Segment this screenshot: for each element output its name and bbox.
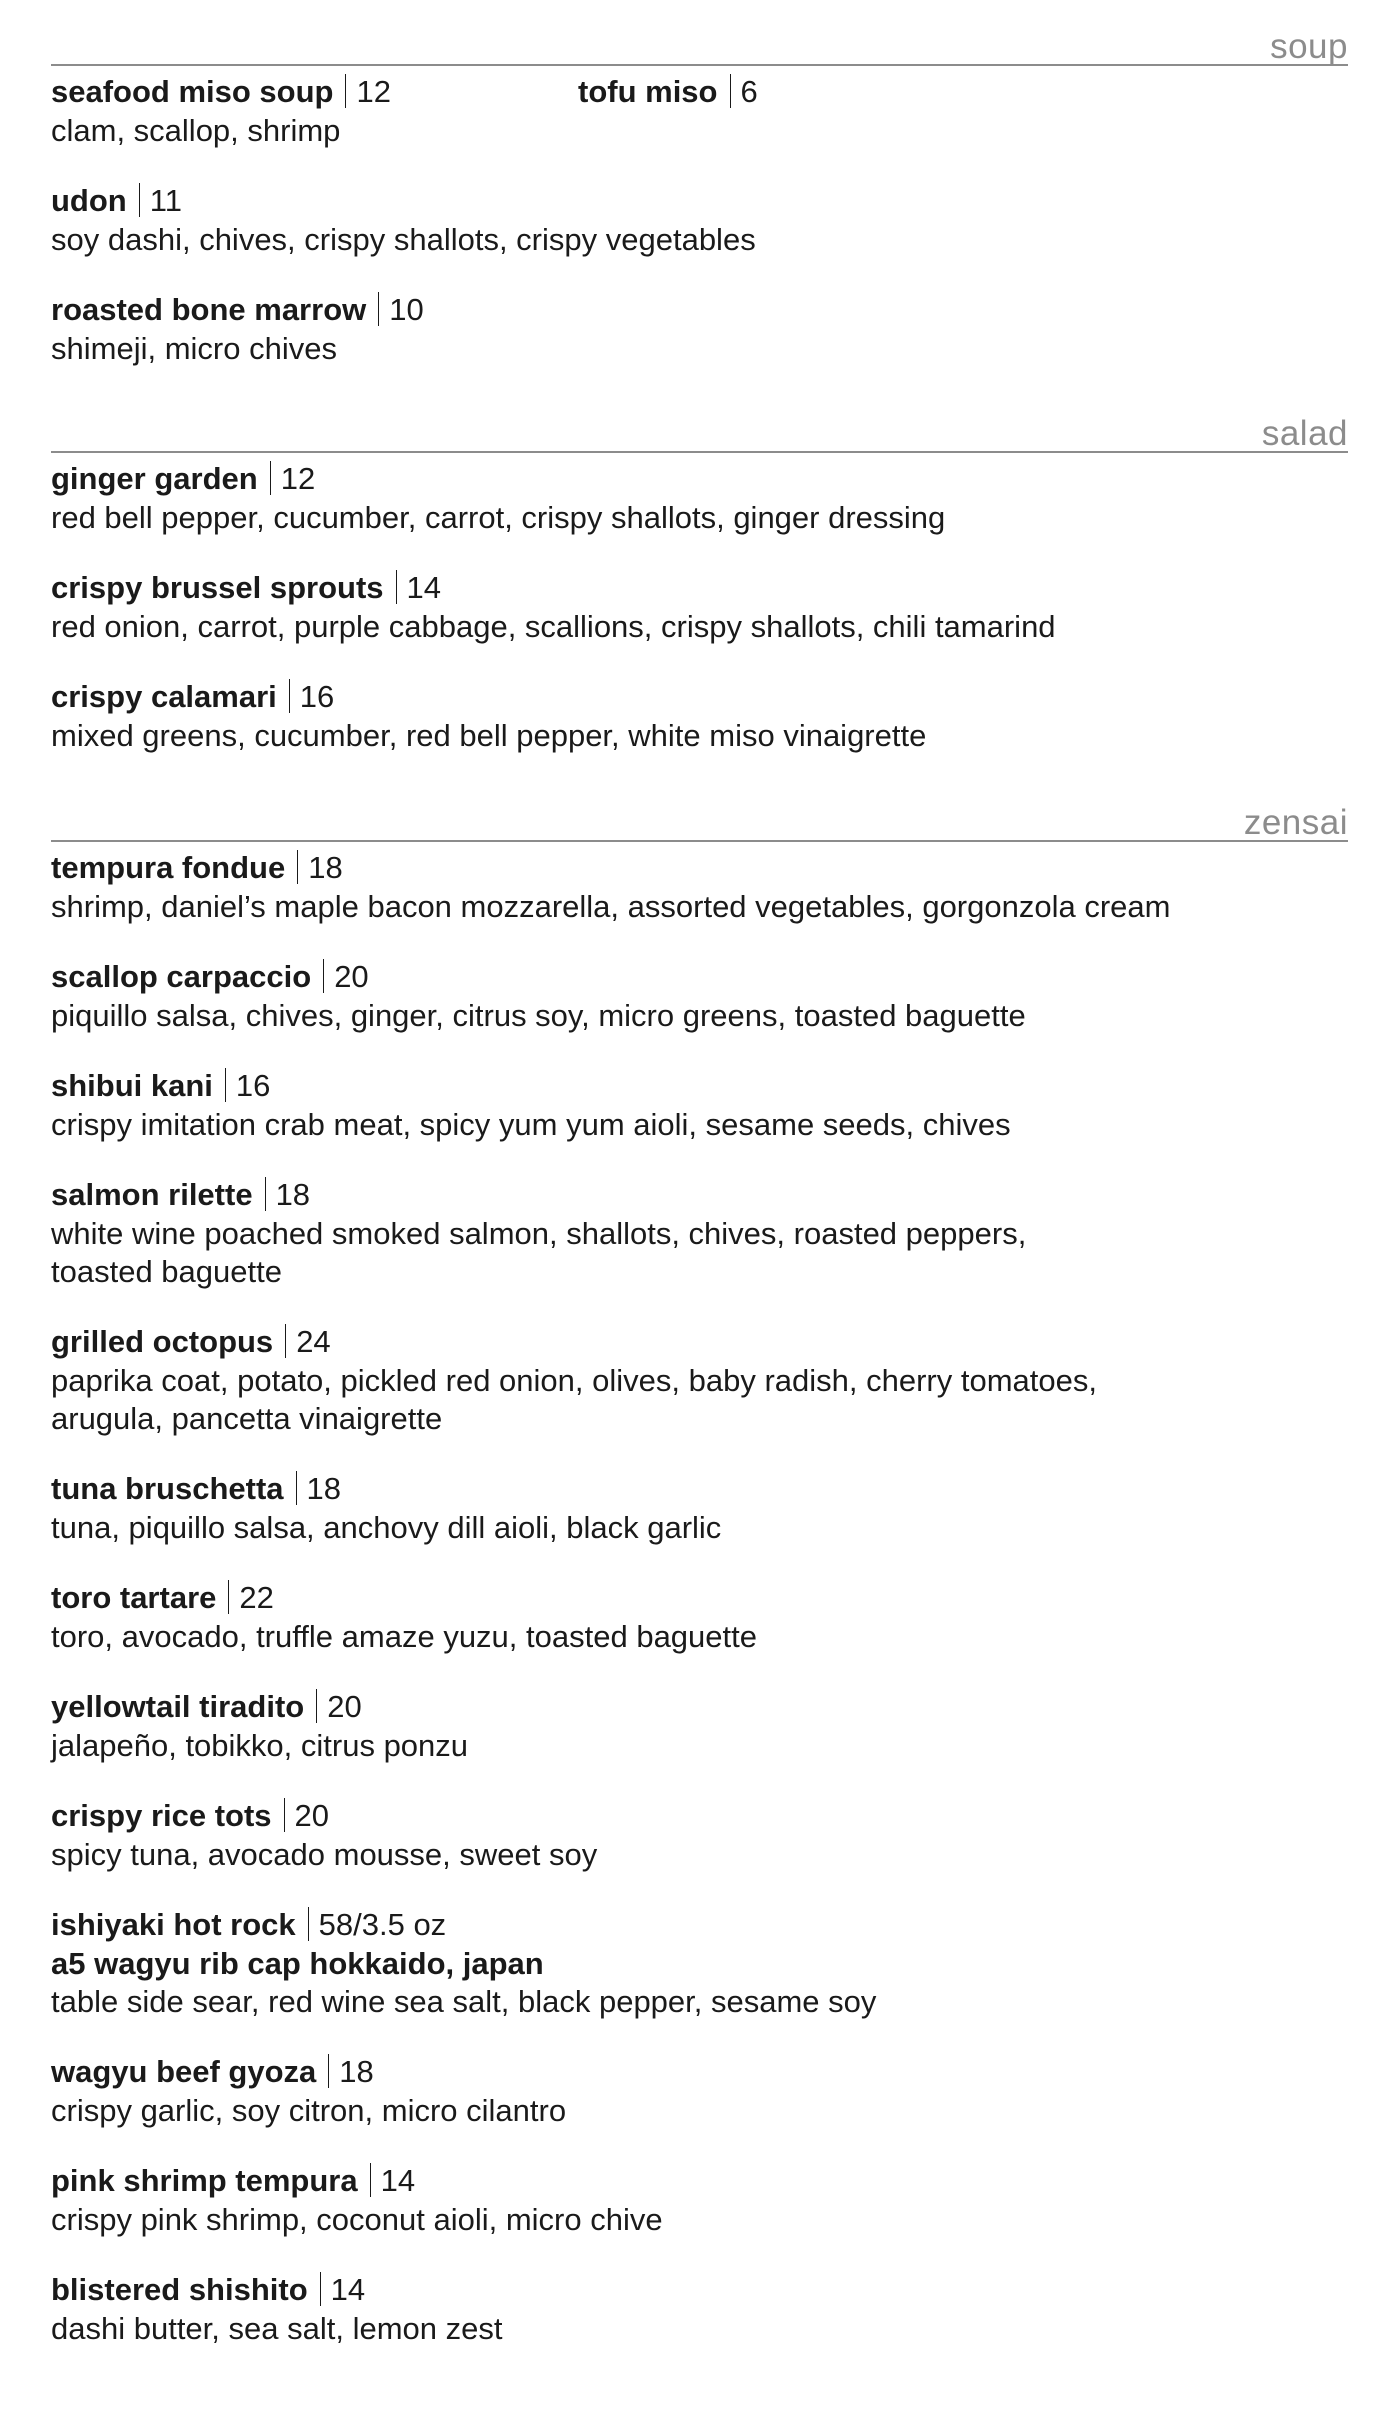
price-separator <box>328 2054 329 2088</box>
price-separator <box>320 2272 321 2306</box>
section-title: salad <box>1261 414 1348 453</box>
price-separator <box>316 1689 317 1723</box>
item-description: mixed greens, cucumber, red bell pepper, white miso vinaigrette <box>51 718 927 753</box>
soup-first-row <box>51 72 1348 181</box>
item-description: toasted baguette <box>51 1254 282 1289</box>
item-price: 18 <box>275 1177 311 1212</box>
price-separator <box>289 679 290 713</box>
menu-item <box>51 1322 1348 1438</box>
item-name: shibui kani <box>51 1068 213 1103</box>
item-name: seafood miso soup <box>51 74 334 109</box>
menu-item <box>51 1905 1348 2021</box>
item-name: scallop carpaccio <box>51 959 312 994</box>
item-price: 24 <box>296 1324 331 1359</box>
item-name: ishiyaki hot rock <box>51 1907 296 1942</box>
item-description: white wine poached smoked salmon, shallots, chives, roasted peppers, <box>51 1216 1027 1251</box>
item-price: 18 <box>339 2054 374 2089</box>
price-separator <box>296 1471 297 1505</box>
item-description: soy dashi, chives, crispy shallots, crispy vegetables <box>51 222 756 257</box>
menu-item <box>51 1066 1348 1144</box>
item-name: crispy calamari <box>51 679 277 714</box>
item-price: 16 <box>299 679 335 714</box>
menu-item <box>51 1796 1348 1874</box>
price-separator <box>378 292 379 326</box>
item-description: dashi butter, sea salt, lemon zest <box>51 2311 503 2346</box>
item-description: piquillo salsa, chives, ginger, citrus soy, micro greens, toasted baguette <box>51 998 1026 1033</box>
menu-item <box>51 1578 1348 1656</box>
item-price: 10 <box>389 292 424 327</box>
item-description: table side sear, red wine sea salt, black pepper, sesame soy <box>51 1984 877 2019</box>
item-description: shimeji, micro chives <box>51 331 337 366</box>
section-soup <box>51 26 1348 399</box>
item-name: blistered shishito <box>51 2272 308 2307</box>
item-description: crispy garlic, soy citron, micro cilantro <box>51 2093 567 2128</box>
item-name: udon <box>51 183 127 218</box>
item-price: 22 <box>239 1580 274 1615</box>
section-zensai <box>51 802 1348 2379</box>
price-separator <box>323 959 324 993</box>
item-name: toro tartare <box>51 1580 217 1615</box>
item-description: tuna, piquillo salsa, anchovy dill aioli, black garlic <box>51 1510 722 1545</box>
item-name: wagyu beef gyoza <box>51 2054 317 2089</box>
item-name: yellowtail tiradito <box>51 1689 305 1724</box>
item-price: 6 <box>740 74 758 109</box>
price-separator <box>297 850 298 884</box>
price-separator <box>285 1324 286 1358</box>
item-name: tempura fondue <box>51 850 286 885</box>
item-price: 18 <box>306 1471 342 1506</box>
menu-item <box>51 2052 1348 2130</box>
item-description: paprika coat, potato, pickled red onion, olives, baby radish, cherry tomatoes, <box>51 1363 1097 1398</box>
section-header-zensai <box>51 802 1348 842</box>
price-separator <box>228 1580 229 1614</box>
item-subtitle: a5 wagyu rib cap hokkaido, japan <box>51 1946 544 1981</box>
item-description: clam, scallop, shrimp <box>51 113 341 148</box>
item-description: red bell pepper, cucumber, carrot, crispy shallots, ginger dressing <box>51 500 946 535</box>
price-separator <box>270 461 271 495</box>
item-price: 20 <box>334 959 369 994</box>
item-name: tuna bruschetta <box>51 1471 284 1506</box>
item-description: arugula, pancetta vinaigrette <box>51 1401 443 1436</box>
item-name: crispy rice tots <box>51 1798 272 1833</box>
item-name: crispy brussel sprouts <box>51 570 384 605</box>
item-description: crispy pink shrimp, coconut aioli, micro chive <box>51 2202 663 2237</box>
section-title: zensai <box>1243 803 1348 842</box>
price-separator <box>139 183 140 217</box>
menu-item <box>51 848 1348 926</box>
price-separator <box>345 74 346 108</box>
price-separator <box>370 2163 371 2197</box>
menu-item <box>51 2270 1348 2348</box>
menu-item <box>51 459 1348 537</box>
section-salad <box>51 413 1348 786</box>
menu-item <box>578 72 758 150</box>
item-description: spicy tuna, avocado mousse, sweet soy <box>51 1837 598 1872</box>
section-header-salad <box>51 413 1348 453</box>
menu-item <box>51 290 1348 368</box>
section-title: soup <box>1270 27 1348 66</box>
menu-item <box>51 568 1348 646</box>
menu-item <box>51 2161 1348 2239</box>
price-separator <box>308 1907 309 1941</box>
menu-item <box>51 1175 1348 1291</box>
menu-item <box>51 957 1348 1035</box>
item-price: 20 <box>294 1798 330 1833</box>
item-name: roasted bone marrow <box>51 292 367 327</box>
item-name: pink shrimp tempura <box>51 2163 358 2198</box>
item-description: jalapeño, tobikko, citrus ponzu <box>51 1728 469 1763</box>
item-price: 12 <box>280 461 316 496</box>
item-description: toro, avocado, truffle amaze yuzu, toasted baguette <box>51 1619 757 1654</box>
item-price: 12 <box>356 74 391 109</box>
item-name: ginger garden <box>51 461 258 496</box>
item-price: 18 <box>308 850 343 885</box>
price-separator <box>284 1798 285 1832</box>
item-price: 14 <box>406 570 441 605</box>
item-price: 14 <box>380 2163 416 2198</box>
item-description: crispy imitation crab meat, spicy yum yum aioli, sesame seeds, chives <box>51 1107 1011 1142</box>
item-name: grilled octopus <box>51 1324 274 1359</box>
menu-item <box>51 1687 1348 1765</box>
item-description: red onion, carrot, purple cabbage, scallions, crispy shallots, chili tamarind <box>51 609 1056 644</box>
menu-item <box>51 1469 1348 1547</box>
price-separator <box>396 570 397 604</box>
menu-item <box>51 181 1348 259</box>
price-separator <box>225 1068 226 1102</box>
item-price: 58/3.5 oz <box>318 1907 447 1942</box>
item-name: tofu miso <box>578 74 718 109</box>
menu-item <box>51 72 578 150</box>
item-price: 20 <box>327 1689 362 1724</box>
menu-item <box>51 677 1348 755</box>
price-separator <box>265 1177 266 1211</box>
item-price: 14 <box>330 2272 366 2307</box>
item-price: 16 <box>235 1068 271 1103</box>
item-description: shrimp, daniel’s maple bacon mozzarella, assorted vegetables, gorgonzola cream <box>51 889 1171 924</box>
section-header-soup <box>51 26 1348 66</box>
price-separator <box>730 74 731 108</box>
item-name: salmon rilette <box>51 1177 253 1212</box>
item-price: 11 <box>149 183 182 218</box>
